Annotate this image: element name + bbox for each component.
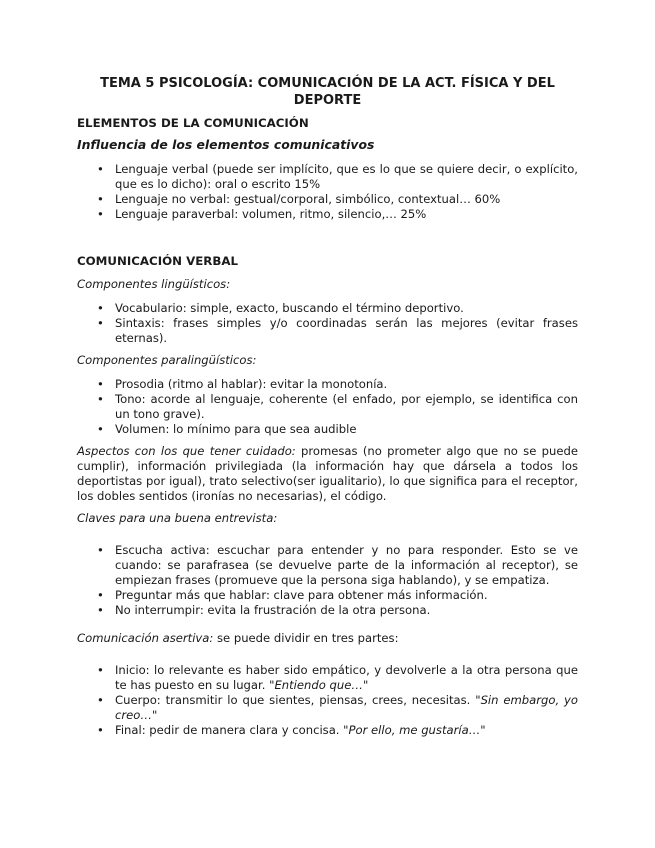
list-asertiva [77,663,578,738]
section-heading-elementos: ELEMENTOS DE LA COMUNICACIÓN [77,116,309,130]
subheading-influencia: Influencia de los elementos comunicativos [77,137,375,152]
bullet-icon: • [97,693,104,707]
list-item: • Volumen: lo mínimo para que sea audible [97,422,357,436]
list-item: • Sintaxis: frases simples y/o coordinadas serán las mejores (evitar frases eternas). [97,316,578,345]
list-entrevista [77,543,578,618]
list-item: • Lenguaje verbal (puede ser implícito, que es lo que se quiere decir, o explícito, que es lo dicho): oral o escrito 15% [97,162,578,191]
list-paralinguisticos [77,377,578,437]
section-heading-verbal: COMUNICACIÓN VERBAL [77,254,239,268]
bullet-icon: • [97,207,104,221]
bullet-icon: • [97,543,104,557]
bullet-icon: • [97,723,104,737]
list-item: • Tono: acorde al lenguaje, coherente (el enfado, por ejemplo, se identifica con un tono grave). [97,392,578,421]
list-item: • Lenguaje paraverbal: volumen, ritmo, silencio,… 25% [97,207,427,221]
list-item: • No interrumpir: evita la frustración de la otra persona. [97,603,431,617]
list-item: • Lenguaje no verbal: gestual/corporal, simbólico, contextual… 60% [97,192,501,206]
list-item: • Prosodia (ritmo al hablar): evitar la monotonía. [97,377,388,391]
label-entrevista: Claves para una buena entrevista: [77,511,278,525]
label-linguisticos: Componentes lingüísticos: [77,277,231,291]
bullet-icon: • [97,316,104,330]
list-item: • Cuerpo: transmitir lo que sientes, piensas, crees, necesitas. "Sin embargo, yo creo…" [97,693,578,722]
list-linguisticos [77,301,578,346]
bullet-icon: • [97,192,104,206]
paragraph-asertiva: Comunicación asertiva: se puede dividir en tres partes: [77,631,399,645]
bullet-icon: • [97,301,104,315]
label-asertiva: Comunicación asertiva: [77,631,214,645]
bullet-icon: • [97,663,104,677]
bullet-icon: • [97,603,104,617]
label-cuidado: Aspectos con los que tener cuidado: [77,444,296,458]
bullet-icon: • [97,422,104,436]
document-title: TEMA 5 PSICOLOGÍA: COMUNICACIÓN DE LA ACT. FÍSICA Y DEL DEPORTE [100,76,555,108]
list-elementos [77,162,578,222]
list-item: • Vocabulario: simple, exacto, buscando el término deportivo. [97,301,464,315]
list-item: • Final: pedir de manera clara y concisa. "Por ello, me gustaría…" [97,723,486,737]
document-content [77,75,578,738]
bullet-icon: • [97,588,104,602]
list-item: • Preguntar más que hablar: clave para obtener más información. [97,588,488,602]
bullet-icon: • [97,392,104,406]
list-item: • Inicio: lo relevante es haber sido empático, y devolverle a la otra persona que te has puesto en su lugar. "Entiendo que…" [97,663,578,692]
label-paralinguisticos: Componentes paralingüísticos: [77,353,257,367]
paragraph-cuidado: Aspectos con los que tener cuidado: promesas (no prometer algo que no se puede cumplir), información privilegiada (la información hay que dársela a todos los deportistas por igual), trato selectivo(ser igualitario), lo que significa para el receptor, los dobles sentidos (ironías no necesarias), el código. [77,444,578,503]
list-item: • Escucha activa: escuchar para entender y no para responder. Esto se ve cuando: se parafrasea (se devuelve parte de la información al receptor), se empiezan frases (promueve que la persona siga hablando), y se empatiza. [97,543,578,587]
bullet-icon: • [97,162,104,176]
bullet-icon: • [97,377,104,391]
